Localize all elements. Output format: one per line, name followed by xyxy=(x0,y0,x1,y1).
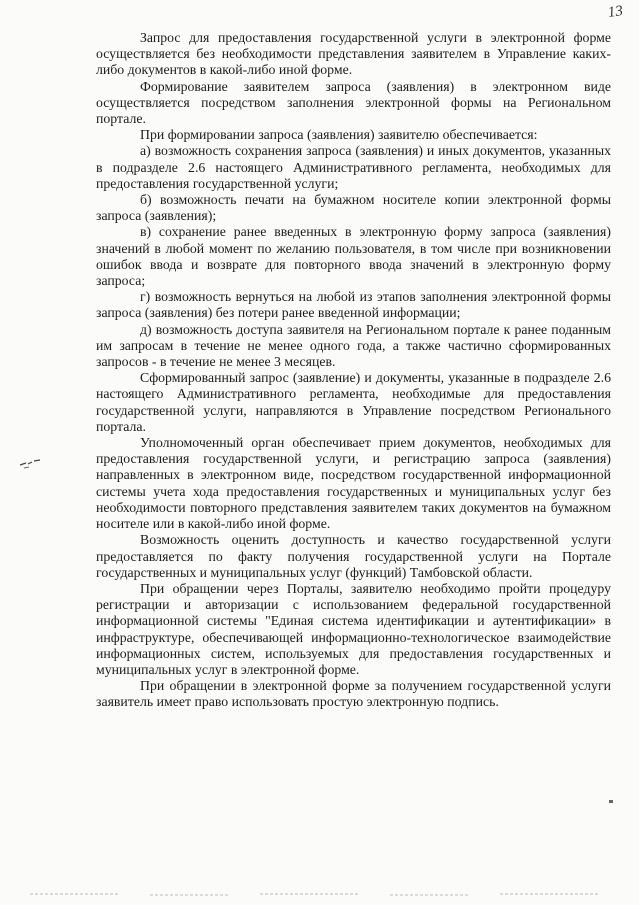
scan-edge-artifact xyxy=(0,885,639,905)
paragraph-provided-list-intro: При формировании запроса (заявления) заявителю обеспечивается: xyxy=(140,127,538,143)
paragraph-quality-assessment: Возможность оценить доступность и качество государственной услуги предоставляется по факту получения государственной услуги на Портале государственных и муниципальных услуг (функций) Тамбовской области. xyxy=(96,532,611,580)
paragraph-electronic-signature: При обращении в электронной форме за получением государственной услуги заявитель имеет право использовать простую электронную подпись. xyxy=(96,678,611,710)
list-item-g: г) возможность вернуться на любой из этапов заполнения электронной формы запроса (заявления) без потери ранее введенной информации; xyxy=(96,289,611,321)
paragraph-authorized-body: Уполномоченный орган обеспечивает прием документов, необходимых для предоставления государственной услуги, и регистрацию запроса (заявления) направленных в электронном виде, посредством государственной информационной системы учета хода предоставления государственных и муниципальных услуг без необходимости повторного представления заявителем таких документов на бумажном носителе или в какой-либо иной форме. xyxy=(96,435,611,532)
list-item-a: а) возможность сохранения запроса (заявления) и иных документов, указанных в подразделе 2.6 настоящего Административного регламента, необходимых для предоставления государственной услуги; xyxy=(96,143,611,191)
list-item-v: в) сохранение ранее введенных в электронную форму запроса (заявления) значений в любой момент по желанию пользователя, в том числе при возникновении ошибок ввода и возврате для повторного ввода значений в электронную форму запроса; xyxy=(96,224,611,289)
list-item-d: д) возможность доступа заявителя на Региональном портале к ранее поданным им запросам в течение не менее одного года, а также частично сформированных запросов - в течение не менее 3 месяцев. xyxy=(96,321,611,370)
margin-mark-icon xyxy=(18,456,44,470)
paragraph-portal-registration: При обращении через Порталы, заявителю необходимо пройти процедуру регистрации и авторизации с использованием федеральной государственной информационной системы "Единая система идентификации и аутентификации» в инфраструктуре, обеспечивающей информационно-технологическое взаимодействие информационных систем, используемых для предоставления государственных и муниципальных услуг в электронной форме. xyxy=(96,580,611,677)
list-item-b: б) возможность печати на бумажном носителе копии электронной формы запроса (заявления); xyxy=(96,192,611,224)
paragraph-request-forming: Формирование заявителем запроса (заявления) в электронном виде осуществляется посредством заполнения электронной формы на Региональном портале. xyxy=(96,78,611,127)
scan-speck xyxy=(609,800,613,803)
paragraph-formed-request: Сформированный запрос (заявление) и документы, указанные в подразделе 2.6 настоящего Административного регламента, необходимые для предоставления государственной услуги, направляются в Управление посредством Регионального портала. xyxy=(96,370,611,434)
paragraph-electronic-request: Запрос для предоставления государственной услуги в электронной форме осуществляется без необходимости представления заявителем в Управление каких-либо документов в какой-либо иной форме. xyxy=(96,30,611,78)
document-body xyxy=(96,30,611,711)
page-number: 13 xyxy=(606,3,624,21)
